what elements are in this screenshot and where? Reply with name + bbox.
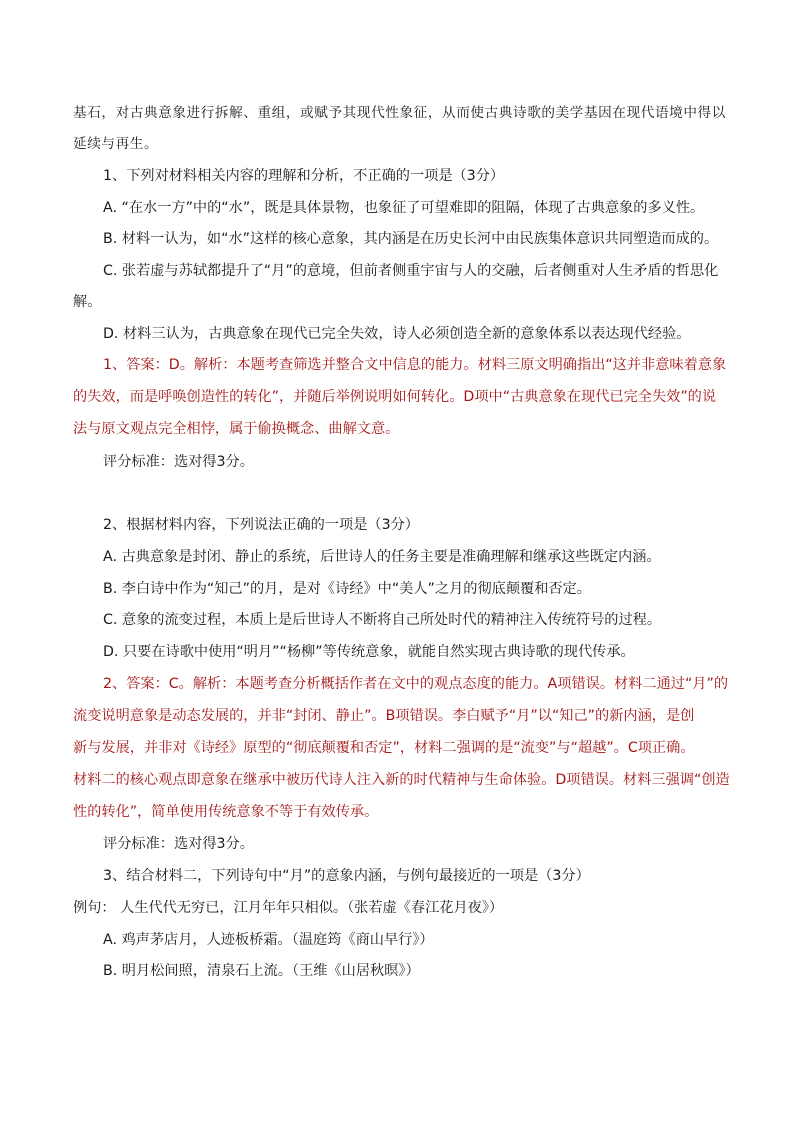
answer-2-line-5: 性的转化”，简单使用传统意象不等于有效传承。: [73, 804, 379, 820]
answer-1-line-3: 法与原文观点完全相悖，属于偷换概念、曲解文意。: [73, 421, 400, 437]
question-1-option-b: B. 材料一认为，如“水”这样的核心意象，其内涵是在历史长河中由民族集体意识共同塑造而成的。: [103, 231, 719, 247]
answer-1-line-2: 的失效，而是呼唤创造性的转化”，并随后举例说明如何转化。D项中“古典意象在现代已完全失效”的说: [73, 389, 717, 405]
question-3-option-a: A. 鸡声茅店月，人迹板桥霜。（温庭筠《商山早行》）: [103, 932, 434, 948]
question-3-option-b: B. 明月松间照，清泉石上流。（王维《山居秋暝》）: [103, 963, 420, 979]
answer-1-line-1: 1、答案：D。解析：本题考查筛选并整合文中信息的能力。材料三原文明确指出“这并非意味着意象: [103, 357, 727, 373]
question-2-stem: 2、根据材料内容，下列说法正确的一项是（3分）: [103, 517, 419, 533]
question-1-option-c: C. 张若虚与苏轼都提升了“月”的意境，但前者侧重宇宙与人的交融，后者侧重对人生矛盾的哲思化: [103, 263, 719, 279]
question-1-stem: 1、下列对材料相关内容的理解和分析，不正确的一项是（3分）: [103, 168, 505, 184]
question-2-option-c: C. 意象的流变过程，本质上是后世诗人不断将自己所处时代的精神注入传统符号的过程。: [103, 612, 662, 628]
question-1-option-a: A. “在水一方”中的“水”，既是具体景物，也象征了可望难即的阻隔，体现了古典意象的多义性。: [103, 200, 705, 216]
question-2-option-d: D. 只要在诗歌中使用“明月”“杨柳”等传统意象，就能自然实现古典诗歌的现代传承。: [103, 644, 635, 660]
answer-2-line-4: 材料二的核心观点即意象在继承中被历代诗人注入新的时代精神与生命体验。D项错误。材料三强调“创造: [73, 772, 730, 788]
answer-2-line-1: 2、答案：C。解析：本题考查分析概括作者在文中的观点态度的能力。A项错误。材料二通过“月”的: [103, 676, 729, 692]
question-3-stem: 3、结合材料二，下列诗句中“月”的意象内涵，与例句最接近的一项是（3分）: [103, 868, 590, 884]
answer-2-line-3: 新与发展，并非对《诗经》原型的“彻底颠覆和否定”，材料二强调的是“流变”与“超越”。C项正确。: [73, 740, 695, 756]
scoring-1: 评分标准：选对得3分。: [103, 454, 254, 470]
intro-line-2: 延续与再生。: [73, 136, 159, 152]
question-2-option-b: B. 李白诗中作为“知己”的月，是对《诗经》中“美人”之月的彻底颠覆和否定。: [103, 581, 591, 597]
intro-line-1: 基石，对古典意象进行拆解、重组，或赋予其现代性象征，从而使古典诗歌的美学基因在现代语境中得以: [73, 105, 726, 121]
question-3-example: 例句： 人生代代无穷已，江月年年只相似。（张若虚《春江花月夜》）: [73, 900, 504, 916]
scoring-2: 评分标准：选对得3分。: [103, 836, 254, 852]
question-1-option-c-continued: 解。: [73, 294, 102, 310]
question-1-option-d: D. 材料三认为，古典意象在现代已完全失效，诗人必须创造全新的意象体系以表达现代经验。: [103, 326, 691, 342]
answer-2-line-2: 流变说明意象是动态发展的，并非“封闭、静止”。B项错误。李白赋予“月”以“知己”的新内涵，是创: [73, 708, 695, 724]
question-2-option-a: A. 古典意象是封闭、静止的系统，后世诗人的任务主要是准确理解和继承这些既定内涵。: [103, 549, 661, 565]
